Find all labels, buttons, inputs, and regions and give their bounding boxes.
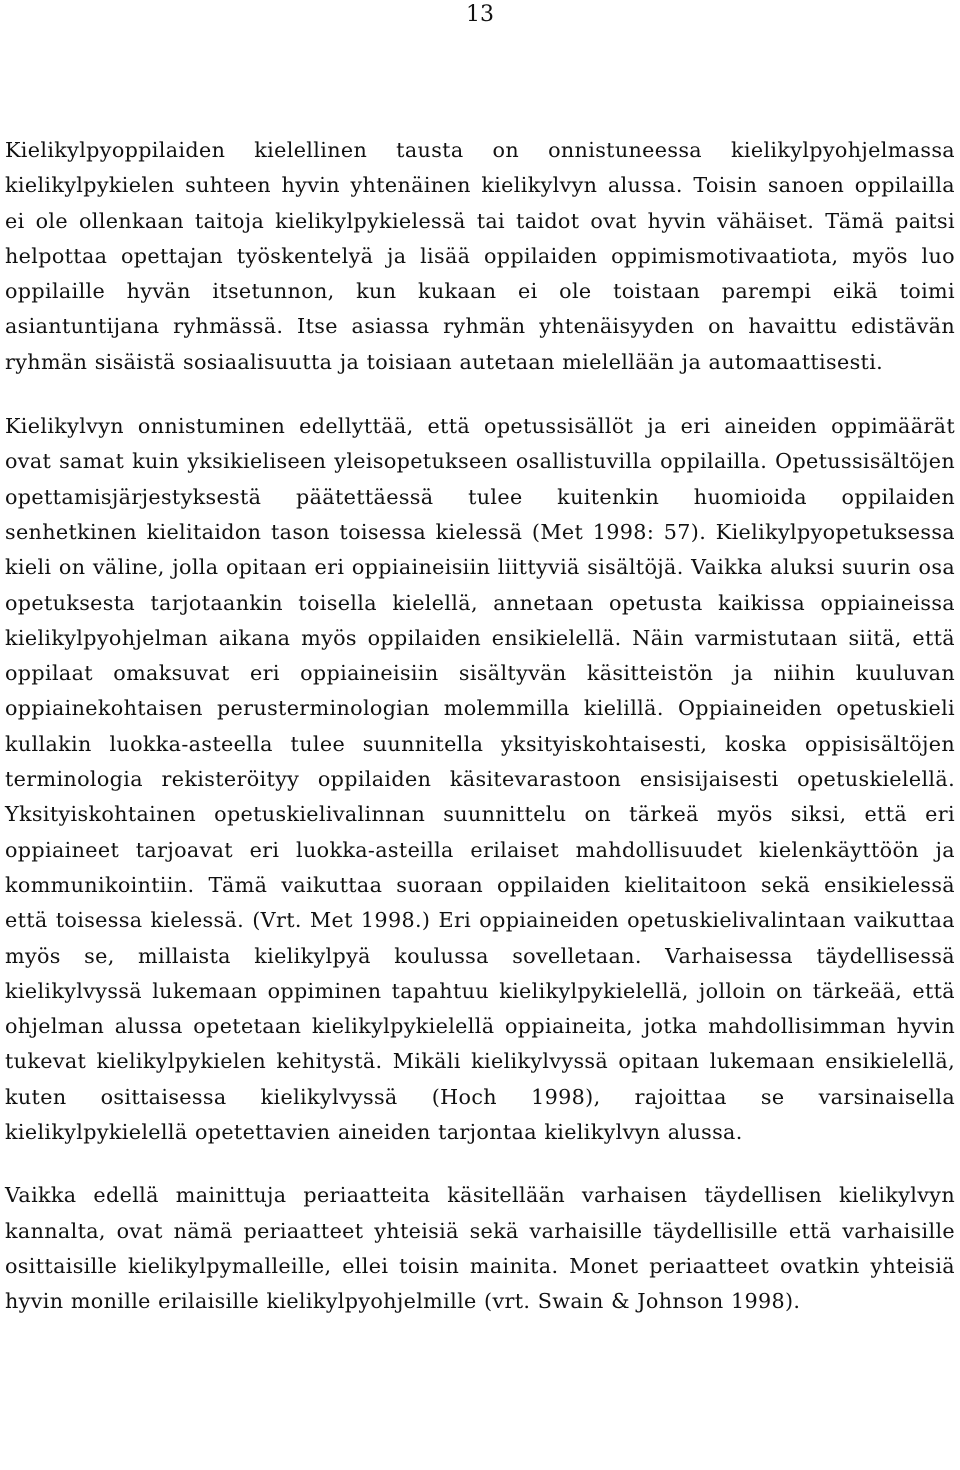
paragraph-2: Kielikylvyn onnistuminen edellyttää, että opetussisällöt ja eri aineiden oppimäärät ovat samat kuin yksikieliseen yleisopetukseen osallistuvilla oppilailla. Opetussisältöjen opettamisjärjestyksestä päätettäessä tulee kuitenkin huomioida oppilaiden senhetkinen kielitaidon tason toisessa kielessä (Met 1998: 57). Kielikylpyopetuksessa kieli on väline, jolla opitaan eri oppiaineisiin liittyviä sisältöjä. Vaikka aluksi suurin osa opetuksesta tarjotaankin toisella kielellä, annetaan opetusta kaikissa oppiaineissa kielikylpyohjelman aikana myös oppilaiden ensikielellä. Näin varmistutaan siitä, että oppilaat omaksuvat eri oppiaineisiin sisältyvän käsitteistön ja niihin kuuluvan oppiainekohtaisen perusterminologian molemmilla kielillä. Oppiaineiden opetuskieli kullakin luokka-asteella tulee suunnitella yksityiskohtaisesti, koska oppisisältöjen terminologia rekisteröityy oppilaiden käsitevarastoon ensisijaisesti opetuskielellä. Yksityiskohtainen opetuskielivalinnan suunnittelu on tärkeä myös siksi, että eri oppiaineet tarjoavat eri luokka-asteilla erilaiset mahdollisuudet kielenkäyttöön ja kommunikointiin. Tämä vaikuttaa suoraan oppilaiden kielitaitoon sekä ensikielessä että toisessa kielessä. (Vrt. Met 1998.) Eri oppiaineiden opetuskielivalintaan vaikuttaa myös se, millaista kielikylpyä koulussa sovelletaan. Varhaisessa täydellisessä kielikylvyssä lukemaan oppiminen tapahtuu kielikylpykielellä, jolloin on tärkeää, että ohjelman alussa opetetaan kielikylpykielellä oppiaineita, jotka mahdollisimman hyvin tukevat kielikylpykielen kehitystä. Mikäli kielikylvyssä opitaan lukemaan ensikielellä, kuten osittaisessa kielikylvyssä (Hoch 1998), rajoittaa se varsinaisella kielikylpykielellä opetettavien aineiden tarjontaa kielikylvyn alussa.	[5, 414, 955, 1145]
paragraph-3: Vaikka edellä mainittuja periaatteita käsitellään varhaisen täydellisen kielikylvyn kannalta, ovat nämä periaatteet yhteisiä sekä varhaisille täydellisille että varhaisille osittaisille kielikylpymalleille, ellei toisin mainita. Monet periaatteet ovatkin yhteisiä hyvin monille erilaisille kielikylpyohjelmille (vrt. Swain & Johnson 1998).	[5, 1183, 955, 1314]
paragraph-1: Kielikylpyoppilaiden kielellinen tausta on onnistuneessa kielikylpyohjelmassa kielikylpykielen suhteen hyvin yhtenäinen kielikylvyn alussa. Toisin sanoen oppilailla ei ole ollenkaan taitoja kielikylpykielessä tai taidot ovat hyvin vähäiset. Tämä paitsi helpottaa opettajan työskentelyä ja lisää oppilaiden oppimismotivaatiota, myös luo oppilaille hyvän itsetunnon, kun kukaan ei ole toistaan parempi eikä toimi asiantuntijana ryhmässä. Itse asiassa ryhmän yhtenäisyyden on havaittu edistävän ryhmän sisäistä sosiaalisuutta ja toisiaan autetaan mielellään ja automaattisesti.	[5, 138, 955, 374]
body-text	[5, 133, 955, 1320]
page-number: 13	[466, 2, 494, 27]
